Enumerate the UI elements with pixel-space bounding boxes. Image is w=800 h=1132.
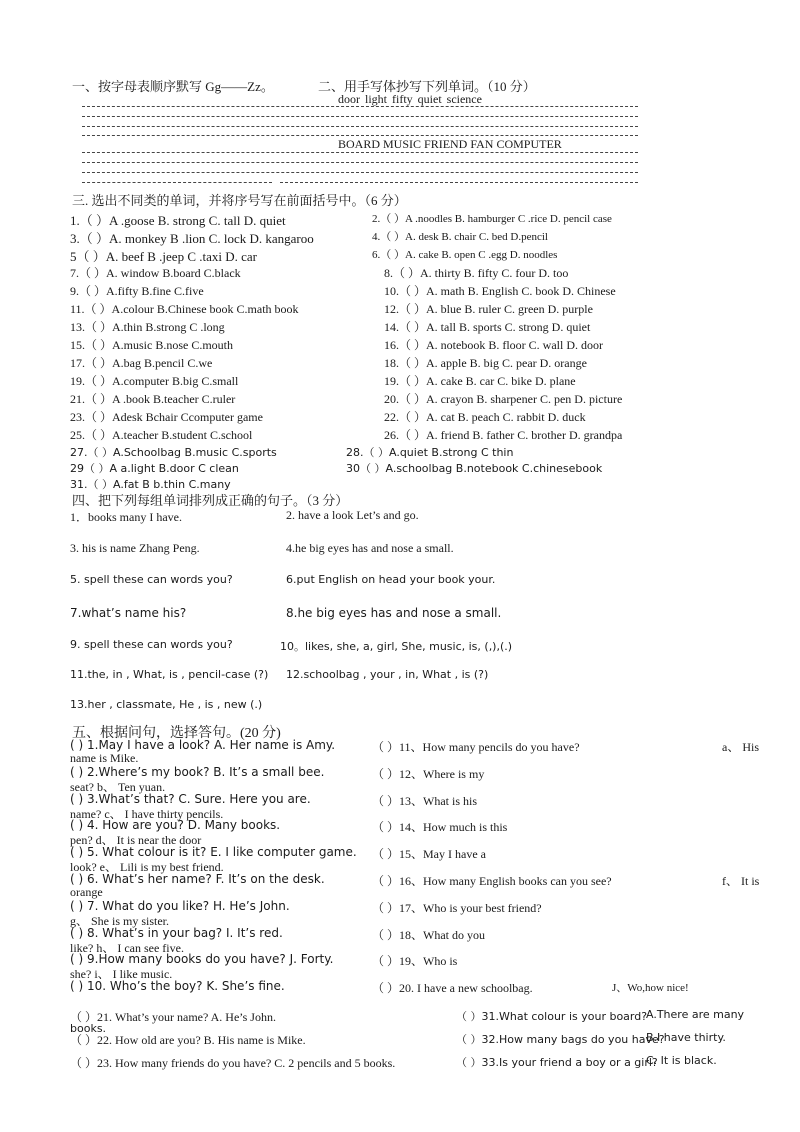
match-question: （ ）32.How many bags do you have? <box>456 1033 665 1046</box>
match-question: ( ) 1.May I have a look? A. Her name is Amy. <box>70 738 336 752</box>
match-question: （ ）31.What colour is your board? <box>456 1010 648 1023</box>
choice-item: 10.（ ）A. math B. English C. book D. Chinese <box>384 284 616 298</box>
match-question: （ ）14、How much is this <box>372 820 508 835</box>
choice-item: 12.（ ）A. blue B. ruler C. green D. purple <box>384 302 593 316</box>
match-question: （ ）21. What’s your name? A. He’s John. <box>70 1010 276 1024</box>
match-question: ( ) 2.Where’s my book? B. It’s a small bee. <box>70 764 325 779</box>
choice-item: 18.（ ）A. apple B. big C. pear D. orange <box>384 356 587 370</box>
sentence-item: 2. have a look Let’s and go. <box>286 508 419 522</box>
match-question: （ ）20. I have a new schoolbag. <box>372 981 533 996</box>
writing-line <box>82 126 638 127</box>
writing-line <box>82 116 638 117</box>
sentence-item: 7.what’s name his? <box>70 606 187 620</box>
choice-item: 21.（ ）A .book B.teacher C.ruler <box>70 392 236 406</box>
choice-item: 13.（ ）A.thin B.strong C .long <box>70 320 225 334</box>
match-question: ( ) 6. What’s her name? F. It’s on the desk. <box>70 872 325 886</box>
sentence-item: 6.put English on head your book your. <box>286 573 496 586</box>
section-2-words: door light fifty quiet science <box>338 92 482 106</box>
match-question: （ ）18、What do you <box>372 927 485 942</box>
choice-item: 6.（ ）A. cake B. open C .egg D. noodles <box>372 249 558 261</box>
match-question: （ ）11、How many pencils do you have? <box>372 740 580 754</box>
writing-line <box>82 172 638 173</box>
sentence-item: 10。likes, she, a, girl, She, music, is, (,),(.) <box>280 640 513 653</box>
writing-line <box>82 106 638 107</box>
choice-item: 29（ ）A a.light B.door C clean <box>70 462 239 475</box>
match-answer: like? h、 I can see five. <box>70 940 184 955</box>
section-3-title: 三. 选出不同类的单词，并将序号写在前面括号中。（6 分） <box>72 193 407 208</box>
match-question: （ ）23. How many friends do you have? C. 2 pencils and 5 books. <box>70 1056 396 1070</box>
choice-item: 23.（ ）Adesk Bchair Ccomputer game <box>70 410 263 424</box>
writing-line <box>82 162 638 163</box>
choice-item: 5（ ）A. beef B .jeep C .taxi D. car <box>70 249 258 264</box>
match-answer: B.I have thirty. <box>646 1031 726 1044</box>
sentence-item: 1．books many I have. <box>70 510 182 524</box>
choice-item: 3.（ ）A. monkey B .lion C. lock D. kangaroo <box>70 231 314 246</box>
section-5-title: 五、根据问句，选择答句。(20 分) <box>72 726 281 741</box>
writing-line <box>82 152 638 153</box>
choice-item: 17.（ ）A.bag B.pencil C.we <box>70 356 213 370</box>
match-question: ( ) 7. What do you like? H. He’s John. <box>70 898 290 913</box>
sentence-item: 13.her , classmate, He , is , new (.) <box>70 698 263 711</box>
choice-item: 31.（ ）A.fat B b.thin C.many <box>70 478 231 491</box>
match-answer: name is Mike. <box>70 751 139 765</box>
match-question: （ ）17、Who is your best friend? <box>372 900 542 915</box>
choice-item: 14.（ ）A. tall B. sports C. strong D. quiet <box>384 320 591 334</box>
match-question: ( ) 9.How many books do you have? J. Forty. <box>70 952 334 967</box>
section-4-title: 四、把下列每组单词排列成正确的句子。（3 分） <box>72 493 349 508</box>
writing-line <box>280 182 638 183</box>
section-2-title: 二、用手写体抄写下列单词。（10 分） <box>318 79 536 94</box>
sentence-item: 12.schoolbag , your , in, What , is (?) <box>286 668 489 681</box>
match-question: （ ）15、May I have a <box>372 847 486 862</box>
match-answer: orange <box>70 885 103 899</box>
writing-line <box>82 135 638 136</box>
match-question: （ ）19、Who is <box>372 954 458 969</box>
match-answer: J、Wo,how nice! <box>612 982 689 995</box>
match-answer: name? c、 I have thirty pencils. <box>70 806 224 821</box>
match-question: ( ) 8. What’s in your bag? I. It’s red. <box>70 925 283 940</box>
match-answer: a、 His <box>722 740 759 754</box>
match-answer: seat? b、 Ten yuan. <box>70 779 166 794</box>
choice-item: 20.（ ）A. crayon B. sharpener C. pen D. picture <box>384 392 623 406</box>
sentence-item: 8.he big eyes has and nose a small. <box>286 606 502 620</box>
match-question: （ ）33.Is your friend a boy or a girl? <box>456 1056 658 1069</box>
choice-item: 27.（ ）A.Schoolbag B.music C.sports <box>70 446 277 459</box>
choice-item: 4.（ ）A. desk B. chair C. bed D.pencil <box>372 231 548 243</box>
match-answer: A.There are many <box>646 1008 745 1021</box>
match-answer: pen? d、 It is near the door <box>70 833 202 848</box>
choice-item: 15.（ ）A.music B.nose C.mouth <box>70 338 234 352</box>
choice-item: 9.（ ）A.fifty B.fine C.five <box>70 284 204 298</box>
writing-line <box>82 182 272 183</box>
match-answer: g、 She is my sister. <box>70 913 170 928</box>
choice-item: 19.（ ）A.computer B.big C.small <box>70 374 239 388</box>
choice-item: 26.（ ）A. friend B. father C. brother D. grandpa <box>384 428 623 442</box>
match-question: ( ) 5. What colour is it? E. I like computer game. <box>70 845 357 860</box>
choice-item: 30（ ）A.schoolbag B.notebook C.chinesebook <box>346 462 603 475</box>
sentence-item: 4.he big eyes has and nose a small. <box>286 541 454 555</box>
match-question: ( ) 4. How are you? D. Many books. <box>70 818 281 833</box>
sentence-item: 9. spell these can words you? <box>70 638 233 651</box>
section-1-title: 一、按字母表顺序默写 Gg——Zz。 <box>72 79 274 94</box>
match-answer: books. <box>70 1022 107 1035</box>
choice-item: 1.（ ）A .goose B. strong C. tall D. quiet <box>70 213 286 228</box>
choice-item: 11.（ ）A.colour B.Chinese book C.math book <box>70 302 299 316</box>
match-question: ( ) 10. Who’s the boy? K. She’s fine. <box>70 979 285 994</box>
choice-item: 7.（ ）A. window B.board C.black <box>70 266 241 280</box>
choice-item: 16.（ ）A. notebook B. floor C. wall D. door <box>384 338 603 352</box>
choice-item: 8.（ ）A. thirty B. fifty C. four D. too <box>384 266 569 280</box>
choice-item: 2.（ ）A .noodles B. hamburger C .rice D. pencil case <box>372 213 612 225</box>
choice-item: 25.（ ）A.teacher B.student C.school <box>70 428 253 442</box>
sentence-item: 11.the, in , What, is , pencil-case (?) <box>70 668 269 681</box>
sentence-item: 5. spell these can words you? <box>70 573 233 586</box>
match-question: （ ）13、What is his <box>372 793 477 808</box>
match-question: （ ）12、Where is my <box>372 766 485 781</box>
sentence-item: 3. his is name Zhang Peng. <box>70 541 200 555</box>
choice-item: 22.（ ）A. cat B. peach C. rabbit D. duck <box>384 410 586 424</box>
match-question: （ ）16、How many English books can you see? <box>372 874 612 888</box>
section-2-words-upper: BOARD MUSIC FRIEND FAN COMPUTER <box>338 137 562 151</box>
match-answer: C. It is black. <box>646 1054 717 1067</box>
match-question: （ ）22. How old are you? B. His name is Mike. <box>70 1033 306 1047</box>
choice-item: 19.（ ）A. cake B. car C. bike D. plane <box>384 374 576 388</box>
match-answer: f、 It is <box>722 874 760 888</box>
choice-item: 28.（ ）A.quiet B.strong C thin <box>346 446 514 459</box>
match-answer: look? e、 Lili is my best friend. <box>70 860 224 875</box>
match-question: ( ) 3.What’s that? C. Sure. Here you are. <box>70 791 311 806</box>
match-answer: she? i、 I like music. <box>70 967 173 982</box>
